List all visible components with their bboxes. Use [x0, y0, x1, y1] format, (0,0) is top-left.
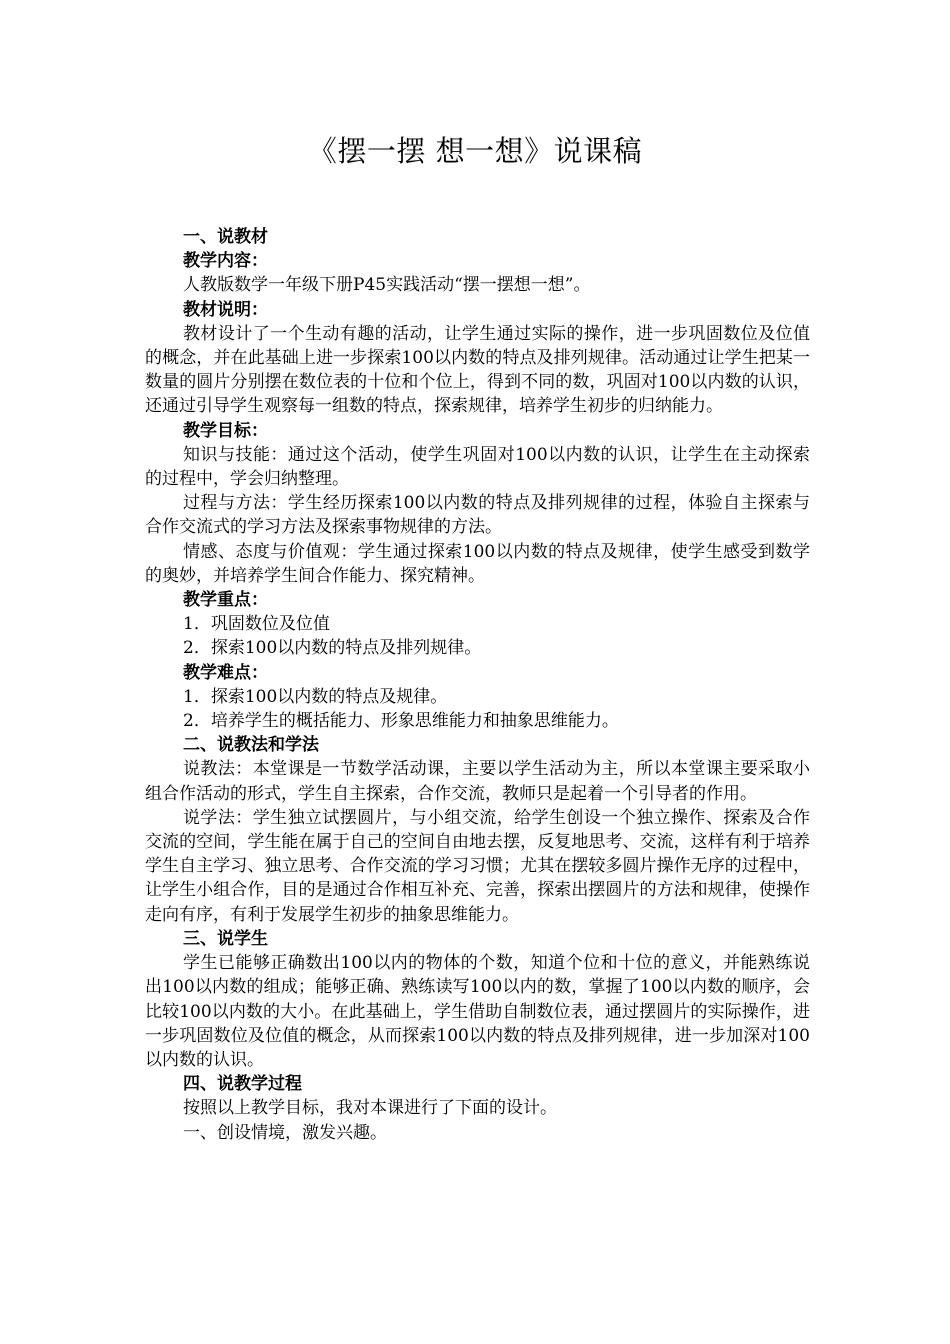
section-heading: 教学难点：	[183, 662, 268, 683]
paragraph: 说学法：学生独立试摆圆片，与小组交流，给学生创设一个独立操作、探索及合作交流的空间，学生能在属于自己的空间自由地去摆，反复地思考、交流，这样有利于培养学生自主学习、独立思考、合作交流的学习习惯；尤其在摆较多圆片操作无序的过程中，让学生小组合作，目的是通过合作相互补充、完善，探索出摆圆片的方法和规律，使操作走向有序，有利于发展学生初步的抽象思维能力。	[145, 807, 810, 925]
paragraph: 1．探索100以内数的特点及规律。	[183, 686, 448, 707]
section-heading: 教材说明：	[183, 299, 268, 320]
section-heading: 教学内容：	[183, 251, 268, 272]
section-heading: 二、说教法和学法	[183, 735, 319, 756]
paragraph: 教材设计了一个生动有趣的活动，让学生通过实际的操作，进一步巩固数位及位值的概念，并在此基础上进一步探索100以内数的特点及排列规律。活动通过让学生把某一数量的圆片分别摆在数位表的十位和个位上，得到不同的数，巩固对100以内数的认识，还通过引导学生观察每一组数的特点，探索规律，培养学生初步的归纳能力。	[145, 323, 810, 417]
paragraph: 1．巩固数位及位值	[183, 614, 330, 635]
paragraph: 人教版数学一年级下册P45实践活动“摆一摆想一想”。	[183, 275, 591, 296]
document-title: 《摆一摆 想一想》说课稿	[307, 134, 643, 168]
document-body	[145, 225, 810, 1145]
section-heading: 教学目标：	[183, 420, 268, 441]
paragraph: 说教法：本堂课是一节数学活动课，主要以学生活动为主，所以本堂课主要采取小组合作活动的形式，学生自主探索，合作交流，教师只是起着一个引导者的作用。	[145, 759, 810, 804]
paragraph: 情感、态度与价值观：学生通过探索100以内数的特点及规律，使学生感受到数学的奥妙，并培养学生间合作能力、探究精神。	[145, 541, 810, 586]
paragraph: 知识与技能：通过这个活动，使学生巩固对100以内数的认识，让学生在主动探索的过程中，学会归纳整理。	[145, 444, 810, 490]
paragraph: 2．培养学生的概括能力、形象思维能力和抽象思维能力。	[183, 711, 619, 732]
section-heading: 一、说教材	[183, 227, 268, 247]
paragraph: 过程与方法：学生经历探索100以内数的特点及排列规律的过程，体验自主探索与合作交流式的学习方法及探索事物规律的方法。	[145, 493, 810, 538]
paragraph: 一、创设情境，激发兴趣。	[183, 1122, 387, 1143]
section-heading: 三、说学生	[183, 928, 268, 949]
section-heading: 四、说教学过程	[183, 1074, 302, 1095]
paragraph: 按照以上教学目标，我对本课进行了下面的设计。	[183, 1098, 557, 1119]
paragraph: 学生已能够正确数出100以内的物体的个数，知道个位和十位的意义，并能熟练说出100以内数的组成；能够正确、熟练读写100以内的数，掌握了100以内数的顺序，会比较100以内数的大小。在此基础上，学生借助自制数位表，通过摆圆片的实际操作，进一步巩固数位及位值的概念，从而探索100以内数的特点及排列规律，进一步加深对100以内数的认识。	[145, 953, 810, 1070]
paragraph: 2．探索100以内数的特点及排列规律。	[183, 638, 482, 659]
section-heading: 教学重点：	[183, 590, 268, 611]
